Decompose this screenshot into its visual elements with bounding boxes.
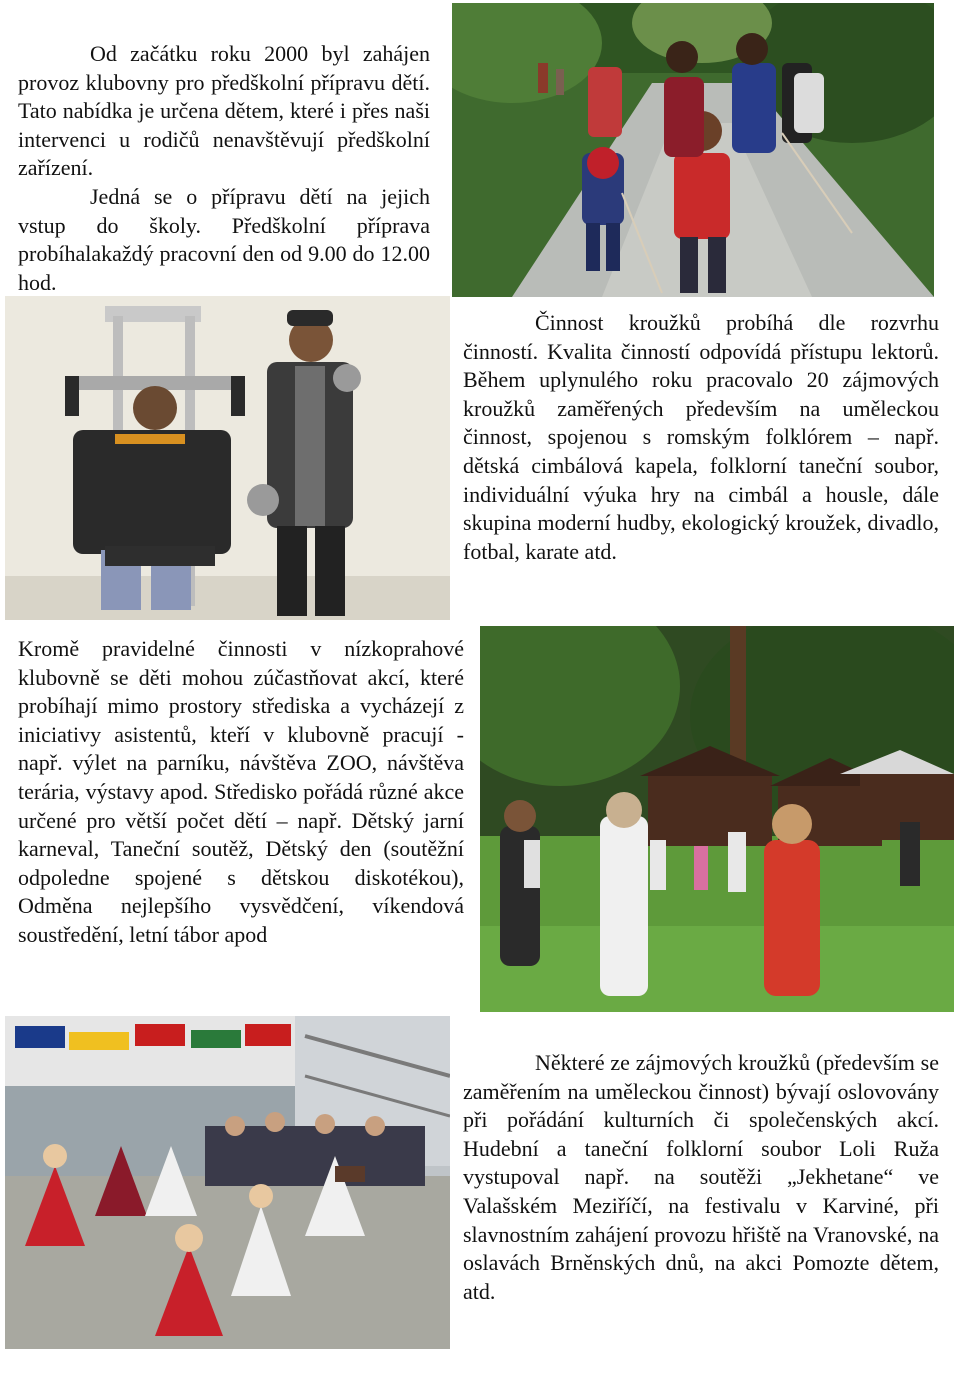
- camp-photo: [480, 626, 954, 1012]
- intro-paragraph-1: Od začátku roku 2000 byl zahájen provoz klubovny pro předškolní přípravu dětí. Tato nabídka je určena dětem, které i přes naši intervenci u rodičů nenavštěvují předškolní zařízení.: [18, 41, 430, 181]
- performances-paragraph: Některé ze zájmových kroužků (především se zaměřením na uměleckou činnost) bývají oslovovány při pořádání kulturních či společenských akcí. Hudební a taneční folklorní soubor Loli Ruža vystupoval např. na soutěži „Jekhetane“ ve Valašském Meziříčí, na festivalu v Karviné, při slavnostním zahájení provozu hřiště na Vranovské, na oslavách Brněnských dnů, na akci Pomozte dětem, atd.: [463, 1050, 939, 1304]
- clubs-paragraph: Činnost kroužků probíhá dle rozvrhu činností. Kvalita činností odpovídá přístupu lektorů. Během uplynulého roku pracovalo 20 zájmových kroužků zaměřených především na uměleckou činnost, spojenou s romským folklórem – např. dětská cimbálová kapela, folklorní taneční soubor, individuální výuka hry na cimbál a housle, dále skupina moderní hudby, ekologický kroužek, divadlo, fotbal, karate atd.: [463, 310, 939, 564]
- activities-paragraph: Kromě pravidelné činnosti v nízkoprahové klubovně se děti mohou zúčastňovat akcí, které probíhají mimo prostory střediska a vycházejí z iniciativy asistentů, kteří v klubovně pracují - např. výlet na parníku, návštěva ZOO, návštěva terária, výstavy apod. Středisko pořádá různé akce určené pro větší počet dětí – např. Dětský jarní karneval, Taneční soutěž, Dětský den (soutěžní odpoledne spojené s dětskou diskotékou), Odměna nejlepšího vysvědčení, víkendová soustředění, letní tábor apod: [18, 636, 464, 947]
- intro-paragraph-2: Jedná se o přípravu dětí na jejich vstup do školy. Předškolní příprava probíhalakaždý pracovní den od 9.00 do 12.00 hod.: [18, 184, 430, 295]
- dance-performance-photo: [5, 1016, 450, 1349]
- forest-walk-photo: [452, 3, 934, 297]
- gym-photo: [5, 296, 450, 620]
